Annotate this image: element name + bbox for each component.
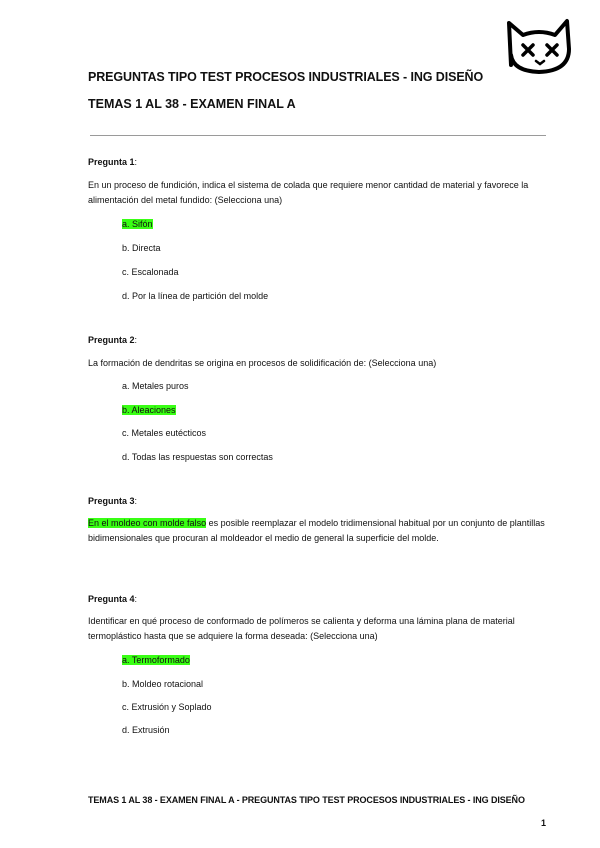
question-3-label: Pregunta 3 xyxy=(88,496,135,506)
question-1-label: Pregunta 1 xyxy=(88,157,135,167)
page-footer: TEMAS 1 AL 38 - EXAMEN FINAL A - PREGUNTAS TIPO TEST PROCESOS INDUSTRIALES - ING DISEÑO xyxy=(88,795,525,805)
question-4-heading: Pregunta 4: xyxy=(88,594,138,604)
question-2-option-d: d. Todas las respuestas son correctas xyxy=(122,452,273,462)
question-2-option-a: a. Metales puros xyxy=(122,381,189,391)
question-4-option-d: d. Extrusión xyxy=(122,725,170,735)
question-1-option-d: d. Por la línea de partición del molde xyxy=(122,291,269,301)
cat-face-logo xyxy=(503,15,575,75)
question-2-heading: Pregunta 2: xyxy=(88,335,138,345)
correct-answer-highlight: a. Termoformado xyxy=(122,655,190,665)
question-2-option-b xyxy=(122,404,176,416)
question-2-option-c: c. Metales eutécticos xyxy=(122,428,207,438)
question-4-text: Identificar en qué proceso de conformado de polímeros se calienta y deforma una lámina plana de material termoplástico hasta que se adquiere la forma deseada: (Selecciona una) xyxy=(88,616,515,641)
question-1-option-b: b. Directa xyxy=(122,243,161,253)
question-3-heading: Pregunta 3: xyxy=(88,496,138,506)
question-4-option-b: b. Moldeo rotacional xyxy=(122,679,204,689)
correct-answer-highlight: b. Aleaciones xyxy=(122,405,176,415)
question-4-option-c: c. Extrusión y Soplado xyxy=(122,702,212,712)
question-4-label: Pregunta 4 xyxy=(88,594,135,604)
question-2-text: La formación de dendritas se origina en procesos de solidificación de: (Selecciona una) xyxy=(88,358,437,368)
question-3-text: En el moldeo con molde falso es posible reemplazar el modelo tridimensional habitual por un conjunto de plantillas bidimensionales que procuran al moldeador el medio de general la superficie del molde. xyxy=(88,518,545,543)
page-number: 1 xyxy=(541,818,547,828)
question-1-text: En un proceso de fundición, indica el sistema de colada que requiere menor cantidad de material y favorece la alimentación del metal fundido: (Selecciona una) xyxy=(88,180,529,205)
document-subtitle: TEMAS 1 AL 38 - EXAMEN FINAL A xyxy=(88,97,296,111)
question-4-option-a xyxy=(122,654,190,666)
correct-answer-highlight: En el moldeo con molde falso xyxy=(88,518,207,528)
header-divider xyxy=(90,135,546,136)
question-1-option-a xyxy=(122,218,153,230)
correct-answer-highlight: a. Sifón xyxy=(122,219,153,229)
document-title: PREGUNTAS TIPO TEST PROCESOS INDUSTRIALES - ING DISEÑO xyxy=(88,70,484,84)
question-2-label: Pregunta 2 xyxy=(88,335,135,345)
question-1-option-c: c. Escalonada xyxy=(122,267,179,277)
question-1-heading: Pregunta 1: xyxy=(88,157,138,167)
